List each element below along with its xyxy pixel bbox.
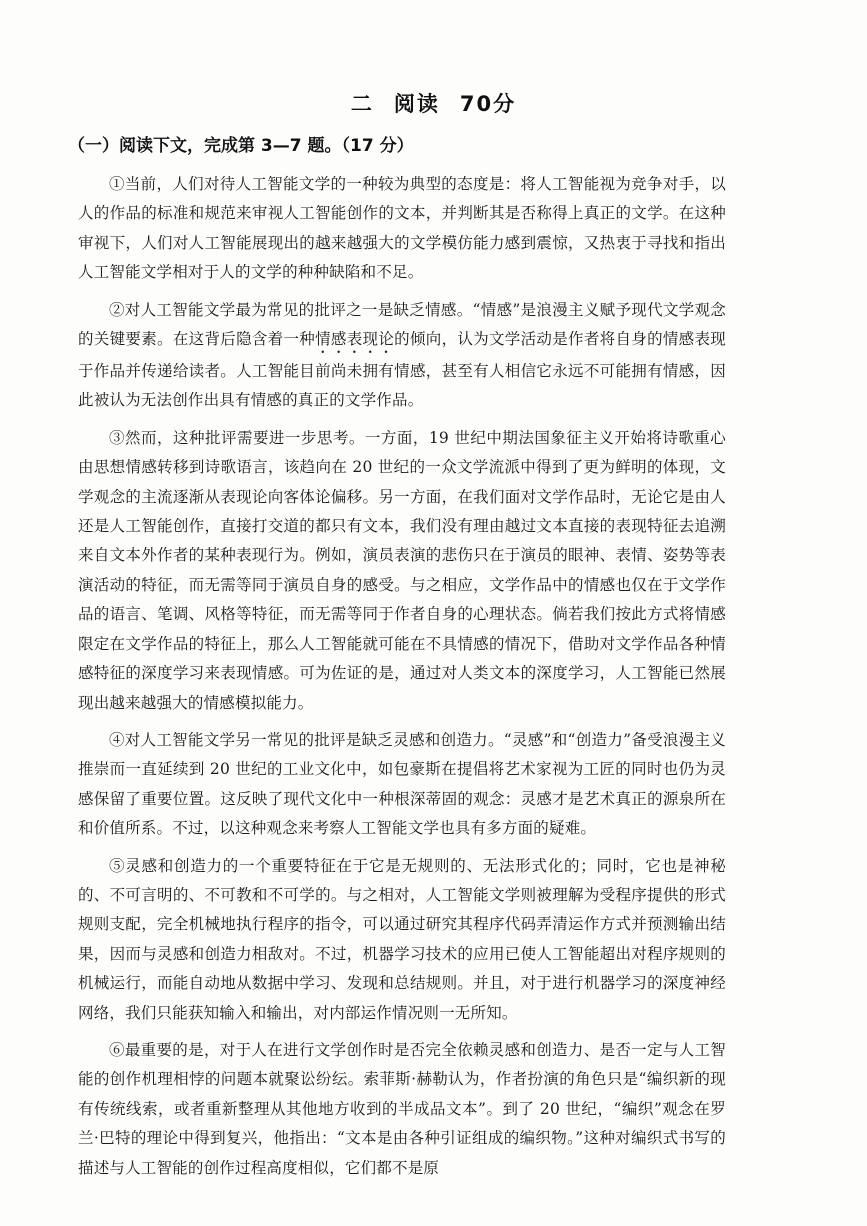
paragraph-6: ⑥最重要的是，对于人在进行文学创作时是否完全依赖灵感和创造力、是否一定与人工智能的创作机理相悖的问题本就聚讼纷纭。索菲斯·赫勒认为，作者扮演的角色只是“编织新的现有传统线索，或者重新整理从其他地方收到的半成品文本”。到了 20 世纪，“编织”观念在罗兰·巴特的理论中得到复兴，他指出：“文本是由各种引证组成的编织物。”这种对编织式书写的描述与人工智能的创作过程高度相似，它们都不是原 xyxy=(78,1040,726,1177)
emphasized-term: 情感表现论 xyxy=(315,330,395,349)
section-score: 70分 xyxy=(459,92,517,116)
paragraph-5: ⑤灵感和创造力的一个重要特征在于它是无规则的、无法形式化的；同时，它也是神秘的、不可言明的、不可教和不可学的。与之相对，人工智能文学则被理解为受程序提供的形式规则支配，完全机械地执行程序的指令，可以通过研究其程序代码弄清运作方式并预测输出结果，因而与灵感和创造力相敌对。不过，机器学习技术的应用已使人工智能超出对程序规则的机械运行，而能自动地从数据中学习、发现和总结规则。并且，对于进行机器学习的深度神经网络，我们只能获知输入和输出，对内部运作情况则一无所知。 xyxy=(78,856,726,1022)
question-heading: （一）阅读下文，完成第 3—7 题。（17 分） xyxy=(68,136,414,156)
section-title xyxy=(0,88,867,118)
paragraph-2-text-end: 的倾向，认为文学活动是作者将自身的情感表现于作品并传递给读者。人工智能目前尚未拥有情感，甚至有人相信它永远不可能拥有情感，因此被认为无法创作出具有情感的真正的文学作品。 xyxy=(78,330,726,410)
section-name: 阅读 xyxy=(393,92,440,116)
reading-passage xyxy=(78,170,726,1191)
paragraph-1: ①当前，人们对待人工智能文学的一种较为典型的态度是：将人工智能视为竞争对手，以人的作品的标准和规范来审视人工智能创作的文本，并判断其是否称得上真正的文学。在这种审视下，人们对人工智能展现出的越来越强大的文学模仿能力感到震惊，又热衷于寻找和指出人工智能文学相对于人的文学的种种缺陷和不足。 xyxy=(78,175,726,282)
paragraph-2 xyxy=(78,296,726,416)
paragraph-4: ④对人工智能文学另一常见的批评是缺乏灵感和创造力。“灵感”和“创造力”备受浪漫主义推崇而一直延续到 20 世纪的工业文化中，如包豪斯在提倡将艺术家视为工匠的同时也仍为灵感保留了重要位置。这反映了现代文化中一种根深蒂固的观念：灵感才是艺术真正的源泉所在和价值所系。不过，以这种观念来考察人工智能文学也具有多方面的疑难。 xyxy=(78,730,726,838)
section-part-number: 二 xyxy=(350,92,374,116)
paragraph-3: ③然而，这种批评需要进一步思考。一方面，19 世纪中期法国象征主义开始将诗歌重心由思想情感转移到诗歌语言，该趋向在 20 世纪的一众文学流派中得到了更为鲜明的体现，文学观念的主流逐渐从表现论向客体论偏移。另一方面，在我们面对文学作品时，无论它是由人还是人工智能创作，直接打交道的都只有文本，我们没有理由越过文本直接的表现特征去追溯来自文本外作者的某种表现行为。例如，演员表演的悲伤只在于演员的眼神、表情、姿势等表演活动的特征，而无需等同于演员自身的感受。与之相应，文学作品中的情感也仅在于文学作品的语言、笔调、风格等特征，而无需等同于作者自身的心理状态。倘若我们按此方式将情感限定在文学作品的特征上，那么人工智能就可能在不具情感的情况下，借助对文学作品各种情感特征的深度学习来表现情感。可为佐证的是，通过对人类文本的深度学习，人工智能已然展现出越来越强大的情感模拟能力。 xyxy=(78,428,726,712)
paragraph-2-text-start: ②对人工智能文学最为常见的批评之一是缺乏情感。“情感”是浪漫主义赋予现代文学观念的关键要素。在这背后隐含着一种 xyxy=(78,300,726,349)
